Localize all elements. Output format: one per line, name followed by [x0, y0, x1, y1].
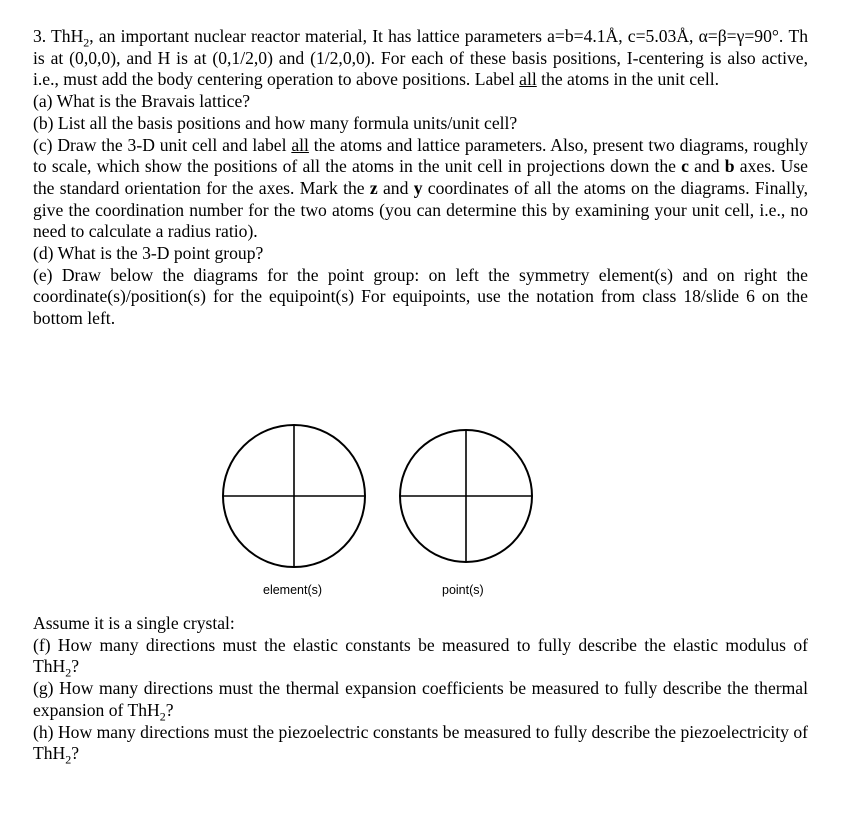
left-stereogram-circle: [223, 425, 365, 567]
right-caption: point(s): [442, 583, 484, 597]
problem-text: [33, 26, 808, 330]
question-g: (g) How many directions must the thermal expansion coefficients be measured to fully describe the thermal expansion of ThH$_2$?: [33, 678, 808, 724]
question-a: (a) What is the Bravais lattice?: [33, 91, 251, 112]
question-c: (c) Draw the 3-D unit cell and label all the atoms and lattice parameters. Also, present two diagrams, roughly to scale, which show the positions of all the atoms in the unit cell in projections down the c and b axes. Use the standard orientation for the axes. Mark the z and y coordinates of all the atoms on the diagrams. Finally, give the coordination number for the two atoms (you can determine this by examining your unit cell, i.e., no need to calculate a radius ratio).: [33, 134, 809, 242]
assumption: Assume it is a single crystal:: [33, 613, 235, 633]
right-stereogram: [400, 430, 532, 562]
question-b: (b) List all the basis positions and how many formula units/unit cell?: [33, 112, 518, 133]
left-caption: element(s): [263, 583, 323, 597]
question-d: (d) What is the 3-D point group?: [33, 243, 264, 264]
problem-intro: 3. ThH$_2$, an important nuclear reactor material, It has lattice parameters a=b=4.1Å, c=5.03Å, α=β=γ=90°. Th is at (0,0,0), and H is at (0,1/2,0) and (1/2,0,0). For each of these basis positions, I-centering is also active, i.e., must add the body centering operation to above positions. Label all the atoms in the unit cell.: [33, 26, 808, 90]
right-stereogram-circle: [400, 430, 532, 562]
followup-text: [33, 613, 808, 765]
left-stereogram: [223, 425, 365, 567]
question-h: (h) How many directions must the piezoelectric constants be measured to fully describe the piezoelectricity of ThH$_2$?: [33, 721, 808, 767]
question-e: (e) Draw below the diagrams for the point group: on left the symmetry element(s) and on right the coordinate(s)/position(s) for the equipoint(s) For equipoints, use the notation from class 18/slide 6 on the bottom left.: [33, 264, 808, 329]
question-f: (f) How many directions must the elastic constants be measured to fully describe the elastic modulus of ThH$_2$?: [33, 634, 808, 680]
